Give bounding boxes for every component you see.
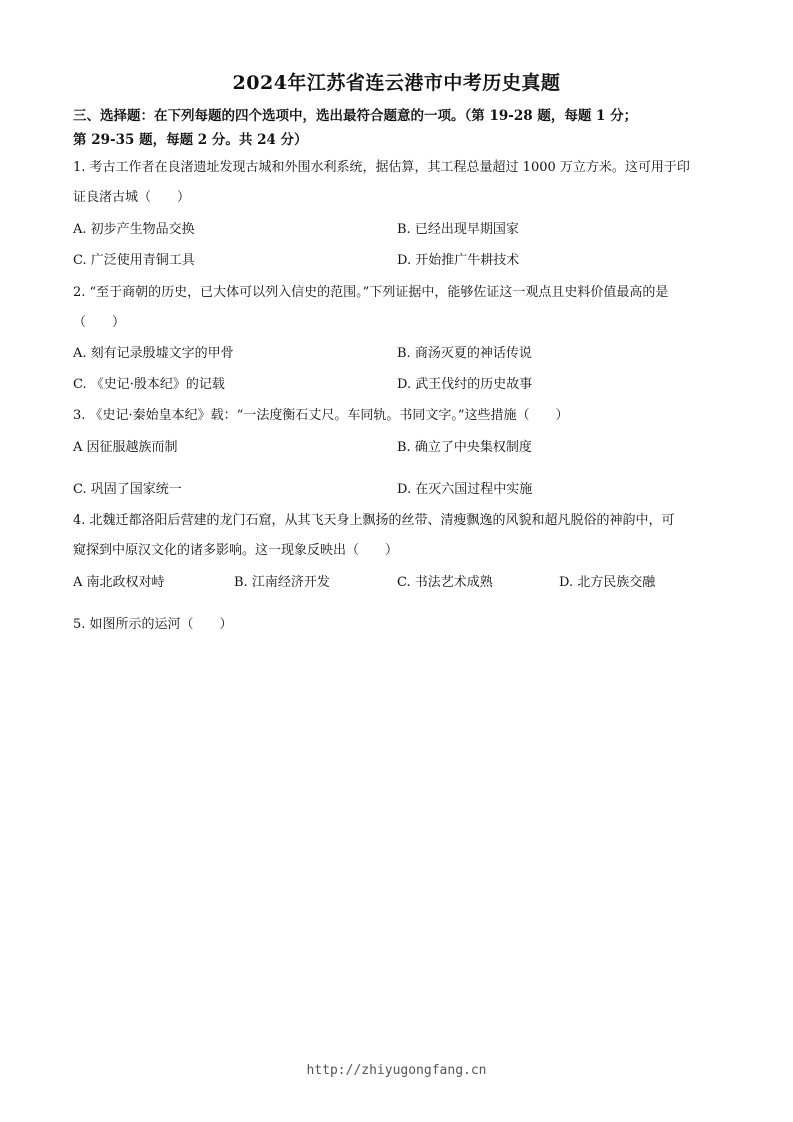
question-2-option-d: D. 武王伐纣的历史故事 [397,377,533,392]
question-2-stem: 2. “至于商朝的历史，已大体可以列入信史的范围。”下列证据中，能够佐证这一观点且史料价值最高的是 [73,285,669,300]
footer-url: http://zhiyugongfang.cn [306,1063,487,1078]
question-4-option-c: C. 书法艺术成熟 [397,575,493,590]
question-2-stem-cont: （ ） [73,315,126,330]
question-4-option-a: A 南北政权对峙 [73,575,165,590]
question-3-option-d: D. 在灭六国过程中实施 [397,482,533,497]
page-title: 2024年江苏省连云港市中考历史真题 [232,72,561,94]
question-1-stem: 1. 考古工作者在良渚遗址发现古城和外围水利系统，据估算，其工程总量超过 1000 万立方米。这可用于印 [73,160,690,175]
section-instruction-line-1: 三、选择题：在下列每题的四个选项中，选出最符合题意的一项。（第 19-28 题，每题 1 分； [73,108,638,124]
question-1-option-d: D. 开始推广牛耕技术 [397,253,520,268]
question-3-stem: 3. 《史记·秦始皇本纪》载：“一法度衡石丈尺。车同轨。书同文字。”这些措施（ ） [73,408,569,423]
question-4-stem-cont: 窥探到中原汉文化的诸多影响。这一现象反映出（ ） [73,543,399,558]
question-1-option-a: A. 初步产生物品交换 [73,222,195,237]
question-2-option-c: C. 《史记·殷本纪》的记载 [73,377,225,392]
question-4-stem: 4. 北魏迁都洛阳后营建的龙门石窟，从其飞天身上飘扬的丝带、清瘦飘逸的风貌和超凡脱俗的神韵中，可 [73,513,675,528]
question-3-option-c: C. 巩固了国家统一 [73,482,182,497]
question-1-stem-cont: 证良渚古城（ ） [73,190,191,205]
question-5-stem: 5. 如图所示的运河（ ） [73,617,233,632]
question-2-option-b: B. 商汤灭夏的神话传说 [397,346,532,361]
question-1-option-b: B. 已经出现早期国家 [397,222,519,237]
question-2-option-a: A. 刻有记录殷墟文字的甲骨 [73,346,234,361]
question-3-option-a: A 因征服越族而制 [73,440,178,455]
question-4-option-b: B. 江南经济开发 [234,575,330,590]
question-4-option-d: D. 北方民族交融 [559,575,656,590]
question-3-option-b: B. 确立了中央集权制度 [397,440,532,455]
section-instruction-line-2: 第 29-35 题，每题 2 分。共 24 分） [73,132,308,148]
question-1-option-c: C. 广泛使用青铜工具 [73,253,195,268]
